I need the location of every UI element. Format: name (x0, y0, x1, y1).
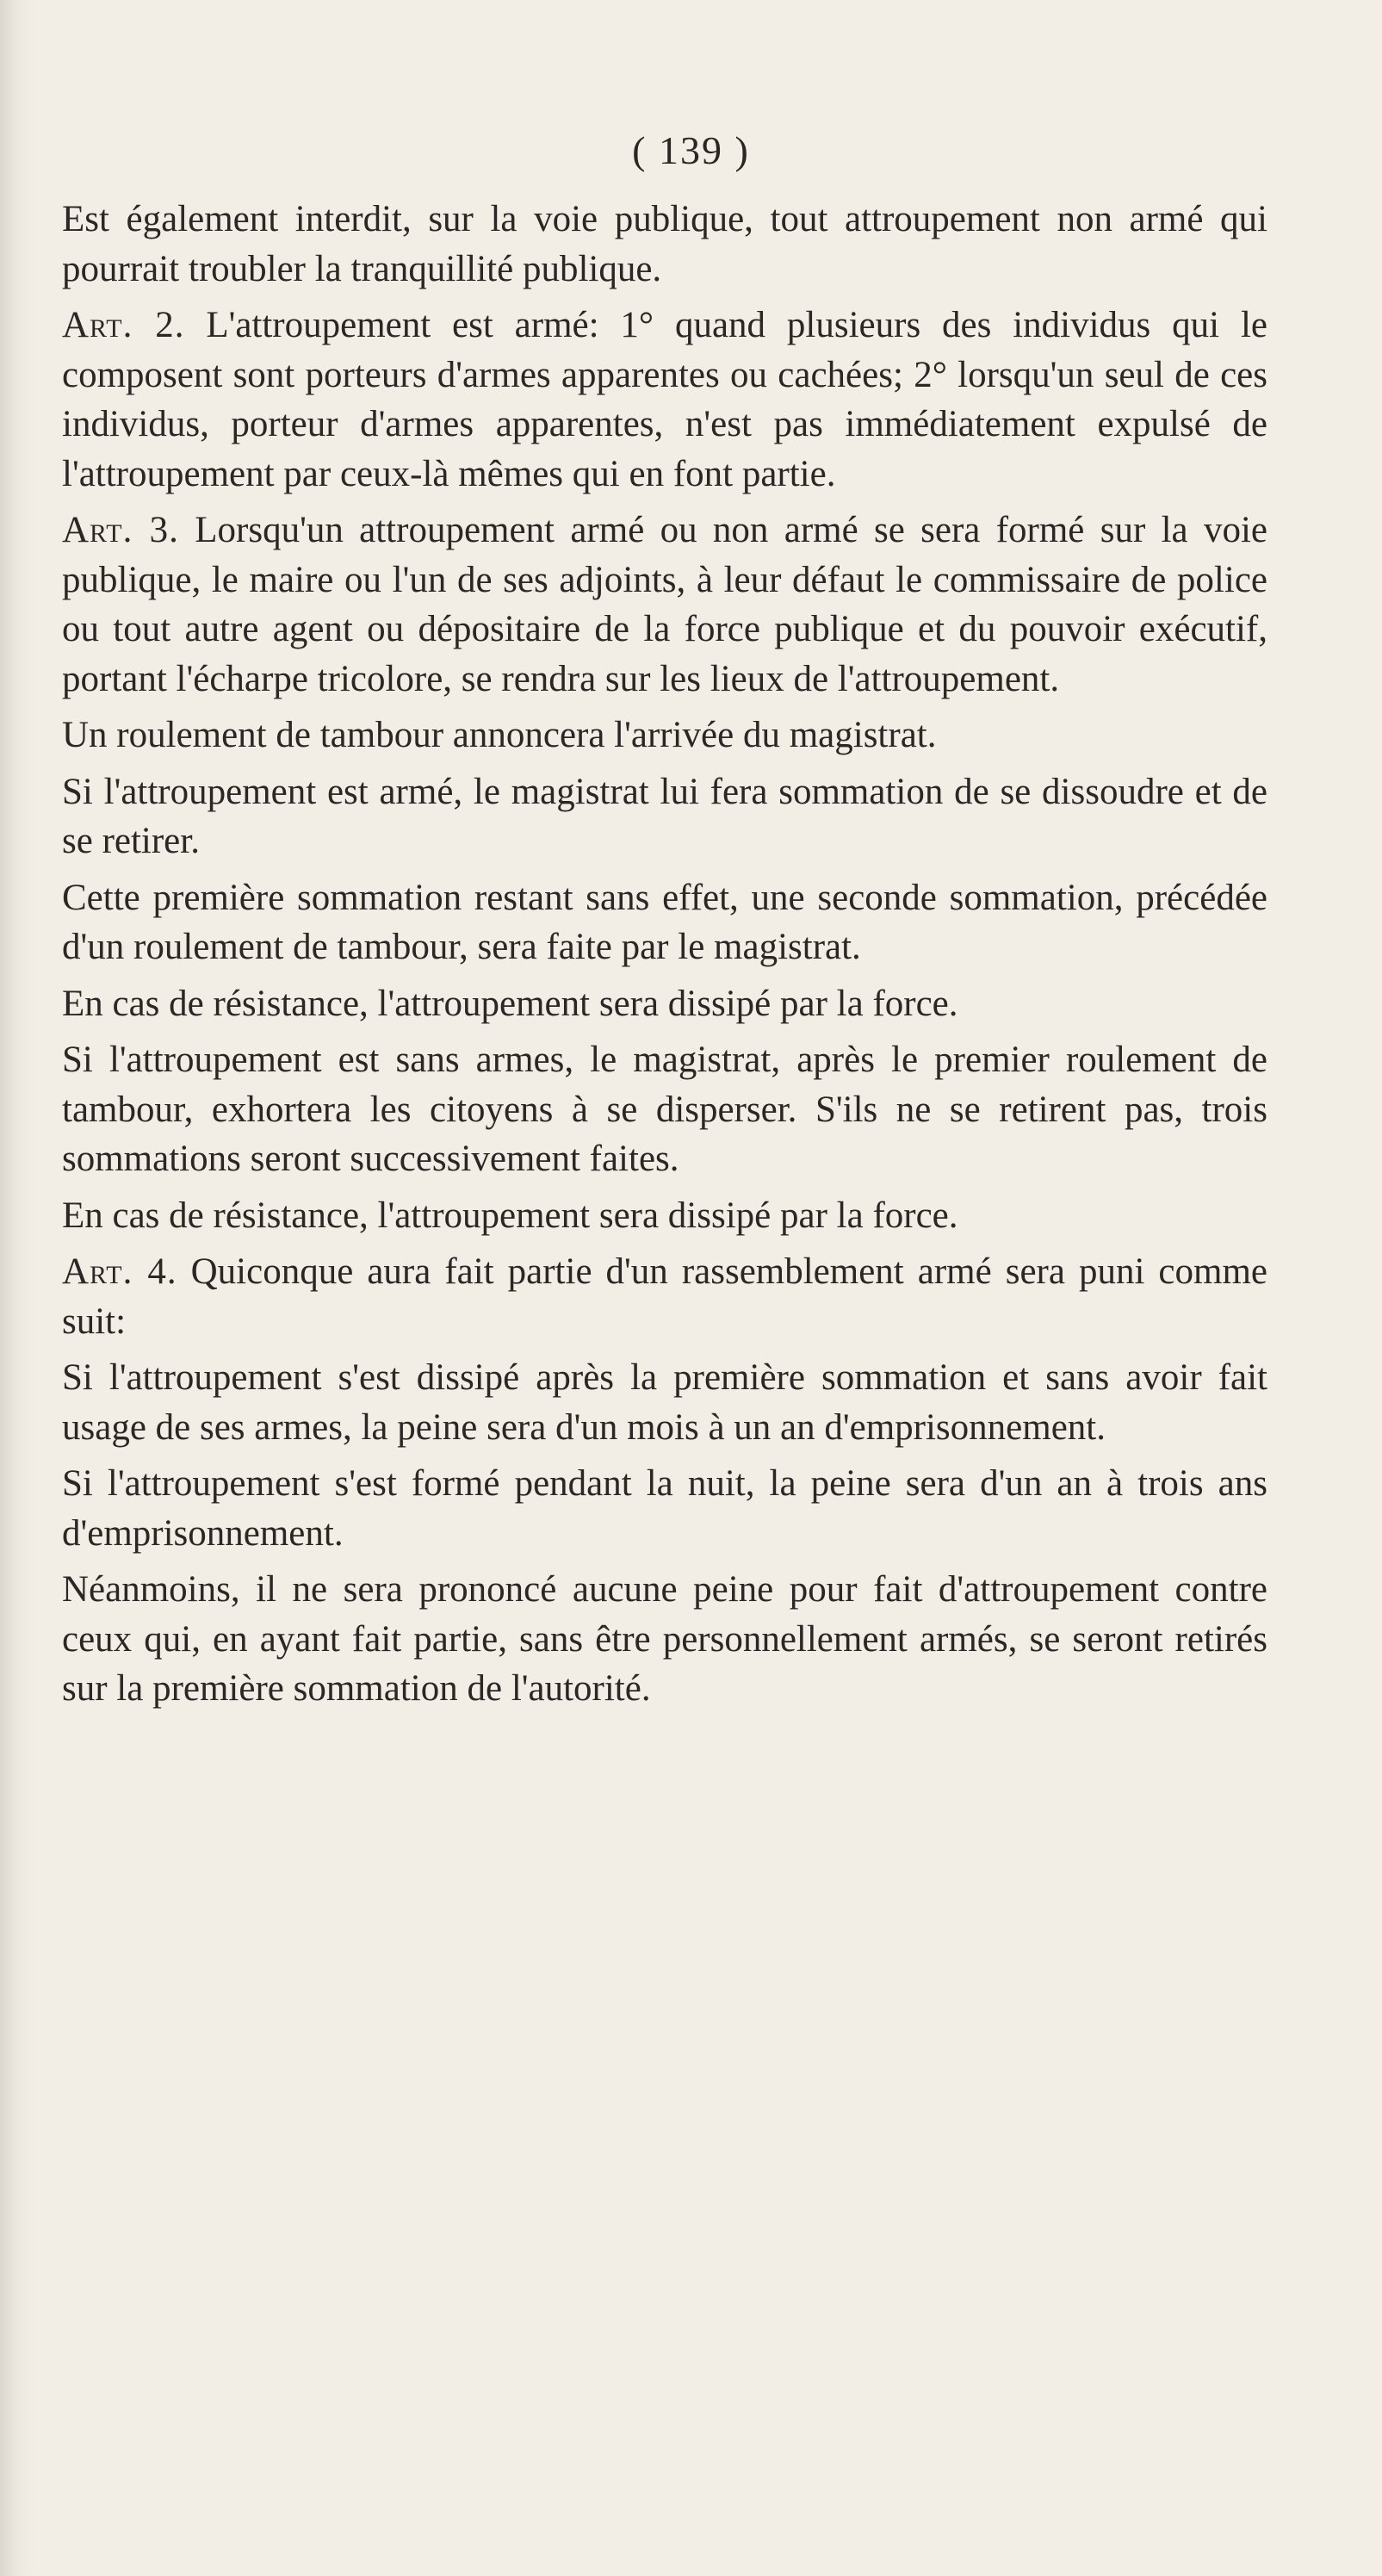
paragraph (62, 1459, 1267, 1558)
article-label: Art. 2. (62, 305, 185, 345)
paragraph-text: En cas de résistance, l'attroupement sera dissipé par la force. (62, 983, 958, 1024)
paragraph-continuation (62, 195, 1267, 294)
paragraph (62, 873, 1267, 972)
paragraph-text: L'attroupement est armé: 1° quand plusieurs des individus qui le composent sont porteurs d'armes apparentes ou cachées; 2° lorsqu'un seul de ces individus, porteur d'armes apparentes, n'est pas immédiatement expulsé de l'attroupement par ceux-là mêmes qui en font partie. (62, 305, 1267, 494)
paragraph (62, 767, 1267, 866)
paragraph (62, 711, 1267, 760)
paragraph-text: Si l'attroupement s'est dissipé après la première sommation et sans avoir fait usage de ses armes, la peine sera d'un mois à un an d'emprisonnement. (62, 1357, 1267, 1448)
paragraph-text: En cas de résistance, l'attroupement sera dissipé par la force. (62, 1195, 958, 1236)
paragraph (62, 1353, 1267, 1452)
paragraph-text: Lorsqu'un attroupement armé ou non armé se sera formé sur la voie publique, le maire ou l'un de ses adjoints, à leur défaut le commissaire de police ou tout autre agent ou dépositaire de la force publique et du pouvoir exécutif, portant l'écharpe tricolore, se rendra sur les lieux de l'attroupement. (62, 510, 1267, 699)
paragraph (62, 1191, 1267, 1241)
paragraph (62, 979, 1267, 1029)
paragraph-article-2 (62, 301, 1267, 499)
paragraph-article-3 (62, 506, 1267, 704)
paragraph-text: Quiconque aura fait partie d'un rassemblement armé sera puni comme suit: (62, 1251, 1267, 1342)
article-label: Art. 3. (62, 510, 179, 550)
page-body (62, 195, 1267, 1721)
paragraph-text: Si l'attroupement est sans armes, le magistrat, après le premier roulement de tambour, exhortera les citoyens à se disperser. S'ils ne se retirent pas, trois sommations seront successivement faites. (62, 1040, 1267, 1179)
paragraph-text: Néanmoins, il ne sera prononcé aucune peine pour fait d'attroupement contre ceux qui, en ayant fait partie, sans être personnellement armés, se seront retirés sur la première sommation de l'autorité. (62, 1569, 1267, 1709)
paragraph (62, 1035, 1267, 1184)
page-number: ( 139 ) (632, 128, 750, 172)
paragraph-text: Un roulement de tambour annoncera l'arrivée du magistrat. (62, 715, 937, 755)
paragraph-text: Est également interdit, sur la voie publique, tout attroupement non armé qui pourrait troubler la tranquillité publique. (62, 199, 1267, 289)
paragraph-text: Si l'attroupement est armé, le magistrat lui fera sommation de se dissoudre et de se retirer. (62, 771, 1267, 861)
article-label: Art. 4. (62, 1251, 177, 1292)
paragraph-text: Si l'attroupement s'est formé pendant la nuit, la peine sera d'un an à trois ans d'emprisonnement. (62, 1463, 1267, 1554)
paragraph-article-4 (62, 1247, 1267, 1346)
paragraph-text: Cette première sommation restant sans effet, une seconde sommation, précédée d'un roulement de tambour, sera faite par le magistrat. (62, 877, 1267, 967)
paragraph (62, 1565, 1267, 1714)
